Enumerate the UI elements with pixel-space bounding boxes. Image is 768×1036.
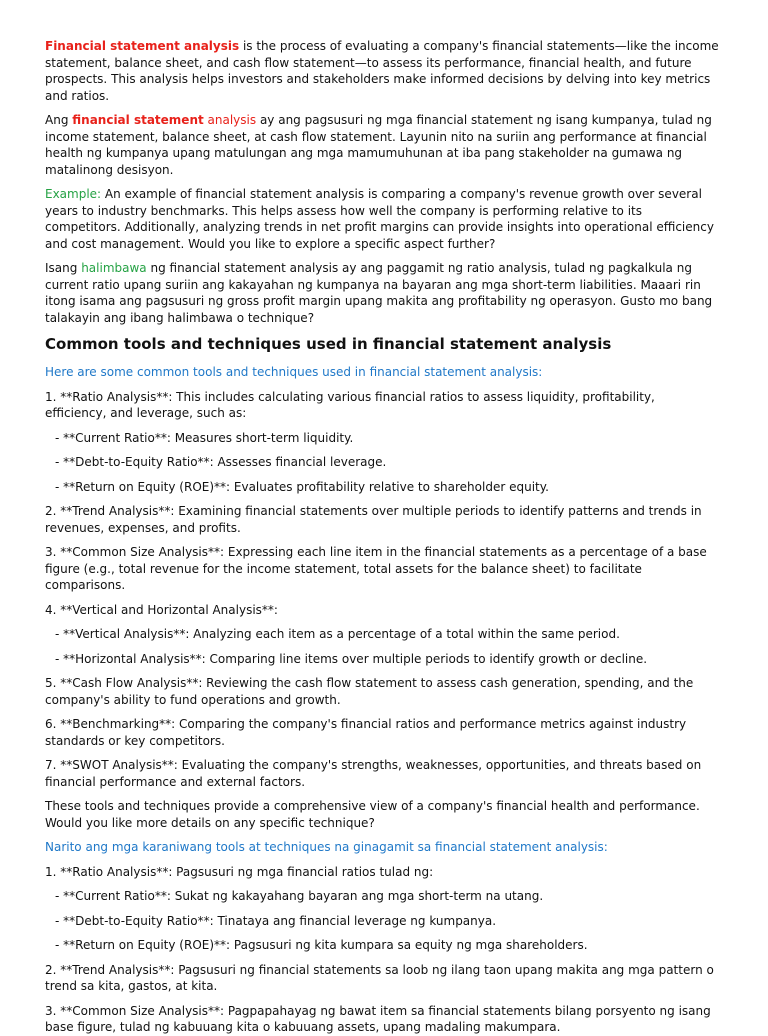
section-heading: Common tools and techniques used in financial statement analysis — [45, 335, 612, 353]
intro-tl-term-bold: financial statement — [72, 113, 204, 127]
list-item: - **Debt-to-Equity Ratio**: Assesses financial leverage. — [55, 455, 387, 469]
example-text: An example of financial statement analysis is comparing a company's revenue growth over several years to industry benchmarks. This helps assess how well the company is performing relative to its competitors. Additionally, analyzing trends in net profit margins can provide insights into operational efficiency and cost management. Would you like to explore a specific aspect further? — [45, 187, 714, 251]
list-item: 6. **Benchmarking**: Comparing the company's financial ratios and performance metrics against industry standards or key competitors. — [45, 717, 687, 748]
intro-tl-text: ay ang pagsusuri ng mga financial statement ng isang kumpanya, tulad ng income statement, balance sheet, at cash flow statement. Layunin nito na suriin ang performance at financial health ng kumpanya upang matulungan ang mga mamumuhunan at iba pang stakeholder na gumawa ng matalinong desisyon. — [45, 113, 712, 177]
intro-tagalog — [45, 112, 720, 178]
list-item: 7. **SWOT Analysis**: Evaluating the company's strengths, weaknesses, opportunities, and threats based on financial performance and external factors. — [45, 758, 702, 789]
list-item: - **Current Ratio**: Measures short-term liquidity. — [55, 430, 354, 445]
closing-english: These tools and techniques provide a comprehensive view of a company's financial health and performance. Would you like more details on any specific technique? — [45, 799, 700, 830]
list-item: 3. **Common Size Analysis**: Pagpapahayag ng bawat item sa financial statements bilang porsyento ng isang base figure, tulad ng kabuuang kita o kabuuang assets, upang madaling makumpara. — [45, 1003, 711, 1034]
list-item: - **Debt-to-Equity Ratio**: Tinataya ang financial leverage ng kumpanya. — [55, 913, 497, 928]
intro-tl-prefix: Ang — [45, 113, 73, 127]
example-tl-label: halimbawa — [81, 261, 147, 275]
list-item: 4. **Vertical and Horizontal Analysis**: — [45, 602, 278, 617]
list-item: - **Vertical Analysis**: Analyzing each item as a percentage of a total within the same period. — [55, 627, 620, 641]
list-item: - **Horizontal Analysis**: Comparing line items over multiple periods to identify growth or decline. — [55, 651, 648, 666]
list-item: 3. **Common Size Analysis**: Expressing each line item in the financial statements as a percentage of a base figure (e.g., total revenue for the income statement, total assets for the balance sheet) to facilitate comparisons. — [45, 545, 707, 592]
example-tl-prefix: Isang — [45, 261, 82, 275]
list-item: 1. **Ratio Analysis**: Pagsusuri ng mga financial ratios tulad ng: — [45, 864, 434, 879]
list-item: - **Return on Equity (ROE)**: Pagsusuri ng kita kumpara sa equity ng mga shareholders. — [55, 938, 588, 952]
intro-text: is the process of evaluating a company's financial statements—like the income statement, balance sheet, and cash flow statement—to assess its performance, financial health, and future prospects. This analysis helps investors and stakeholders make informed decisions by delving into key metrics and ratios. — [45, 39, 719, 103]
example-tl-text: ng financial statement analysis ay ang paggamit ng ratio analysis, tulad ng pagkalkula ng current ratio upang suriin ang kakayahan ng kumpanya na bayaran ang mga short-term liabilities. Maaari rin itong isama ang pagsusuri ng gross profit margin upang makita ang profitability ng operasyon. Gusto mo bang talakayin ang ibang halimbawa o technique? — [45, 261, 713, 325]
example-tagalog — [45, 260, 720, 326]
intro-english — [45, 38, 720, 104]
list-item: - **Current Ratio**: Sukat ng kakayahang bayaran ang mga short-term na utang. — [55, 889, 544, 903]
list-item: 2. **Trend Analysis**: Pagsusuri ng financial statements sa loob ng ilang taon upang makita ang mga pattern o trend sa kita, gastos, at kita. — [45, 962, 714, 993]
lead-english: Here are some common tools and techniques used in financial statement analysis: — [45, 365, 543, 379]
example-label: Example: — [45, 187, 102, 201]
list-item: - **Return on Equity (ROE)**: Evaluates profitability relative to shareholder equity. — [55, 479, 549, 494]
intro-tl-term: analysis — [203, 113, 257, 127]
example-english — [45, 186, 720, 252]
list-item: 1. **Ratio Analysis**: This includes calculating various financial ratios to assess liquidity, profitability, efficiency, and leverage, such as: — [45, 389, 655, 420]
intro-term: Financial statement analysis — [45, 39, 240, 53]
list-item: 5. **Cash Flow Analysis**: Reviewing the cash flow statement to assess cash generation, spending, and the company's ability to fund operations and growth. — [45, 676, 694, 707]
lead-tagalog: Narito ang mga karaniwang tools at techniques na ginagamit sa financial statement analysis: — [45, 840, 608, 854]
list-item: 2. **Trend Analysis**: Examining financial statements over multiple periods to identify patterns and trends in revenues, expenses, and profits. — [45, 504, 702, 535]
